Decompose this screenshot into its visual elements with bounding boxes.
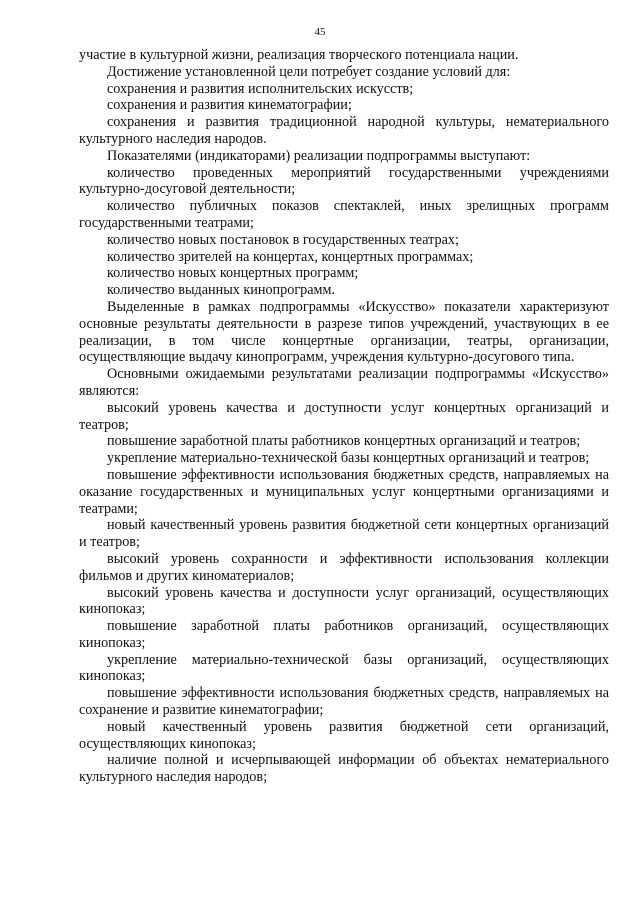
paragraph: Показателями (индикаторами) реализации подпрограммы выступают: (107, 147, 531, 164)
document-body (79, 47, 609, 786)
paragraph: количество публичных показов спектаклей, иных зрелищных программ государственными театрами; (79, 198, 609, 231)
paragraph: новый качественный уровень развития бюджетной сети концертных организаций и театров; (79, 517, 609, 551)
paragraph: количество проведенных мероприятий государственными учреждениями культурно-досуговой деятельности; (79, 164, 609, 198)
paragraph: количество новых концертных программ; (107, 265, 359, 282)
paragraph: количество новых постановок в государственных театрах; (107, 231, 459, 248)
paragraph: Достижение установленной цели потребует создание условий для: (107, 63, 511, 80)
paragraph: укрепление материально-технической базы организаций, осуществляющих кинопоказ; (79, 651, 609, 685)
paragraph: сохранения и развития традиционной народной культуры, нематериального культурного наследия народов. (79, 114, 609, 147)
paragraph: повышение эффективности использования бюджетных средств, направляемых на сохранение и развитие кинематографии; (79, 685, 609, 719)
paragraph: повышение эффективности использования бюджетных средств, направляемых на оказание государственных и муниципальных услуг концертными организациями и театрами; (79, 466, 609, 517)
paragraph: Основными ожидаемыми результатами реализации подпрограммы «Искусство» являются: (79, 366, 609, 399)
paragraph: Выделенные в рамках подпрограммы «Искусство» показатели характеризуют основные результаты деятельности в разрезе типов учреждений, участвующих в ее реализации, в том числе концертные организации, театры, организации, осуществляющие выдачу кинопрограмм, учреждения культурно-досугового типа. (79, 298, 609, 366)
paragraph: количество выданных кинопрограмм. (107, 282, 336, 299)
paragraph: высокий уровень качества и доступности услуг организаций, осуществляющих кинопоказ; (79, 584, 609, 618)
paragraph: высокий уровень сохранности и эффективности использования коллекции фильмов и других киноматериалов; (79, 550, 609, 584)
paragraph: сохранения и развития кинематографии; (107, 97, 352, 114)
paragraph: повышение заработной платы работников концертных организаций и театров; (107, 433, 581, 450)
paragraph: новый качественный уровень развития бюджетной сети организаций, осуществляющих кинопоказ; (79, 718, 609, 752)
paragraph: количество зрителей на концертах, концертных программах; (107, 248, 474, 265)
page-number: 45 (314, 26, 326, 38)
paragraph: повышение заработной платы работников организаций, осуществляющих кинопоказ; (79, 618, 609, 651)
paragraph: сохранения и развития исполнительских искусств; (107, 80, 414, 97)
paragraph: участие в культурной жизни, реализация творческого потенциала нации. (79, 47, 519, 63)
paragraph: высокий уровень качества и доступности услуг концертных организаций и театров; (79, 399, 609, 433)
paragraph: укрепление материально-технической базы концертных организаций и театров; (107, 450, 590, 467)
paragraph: наличие полной и исчерпывающей информации об объектах нематериального культурного наследия народов; (79, 752, 609, 786)
